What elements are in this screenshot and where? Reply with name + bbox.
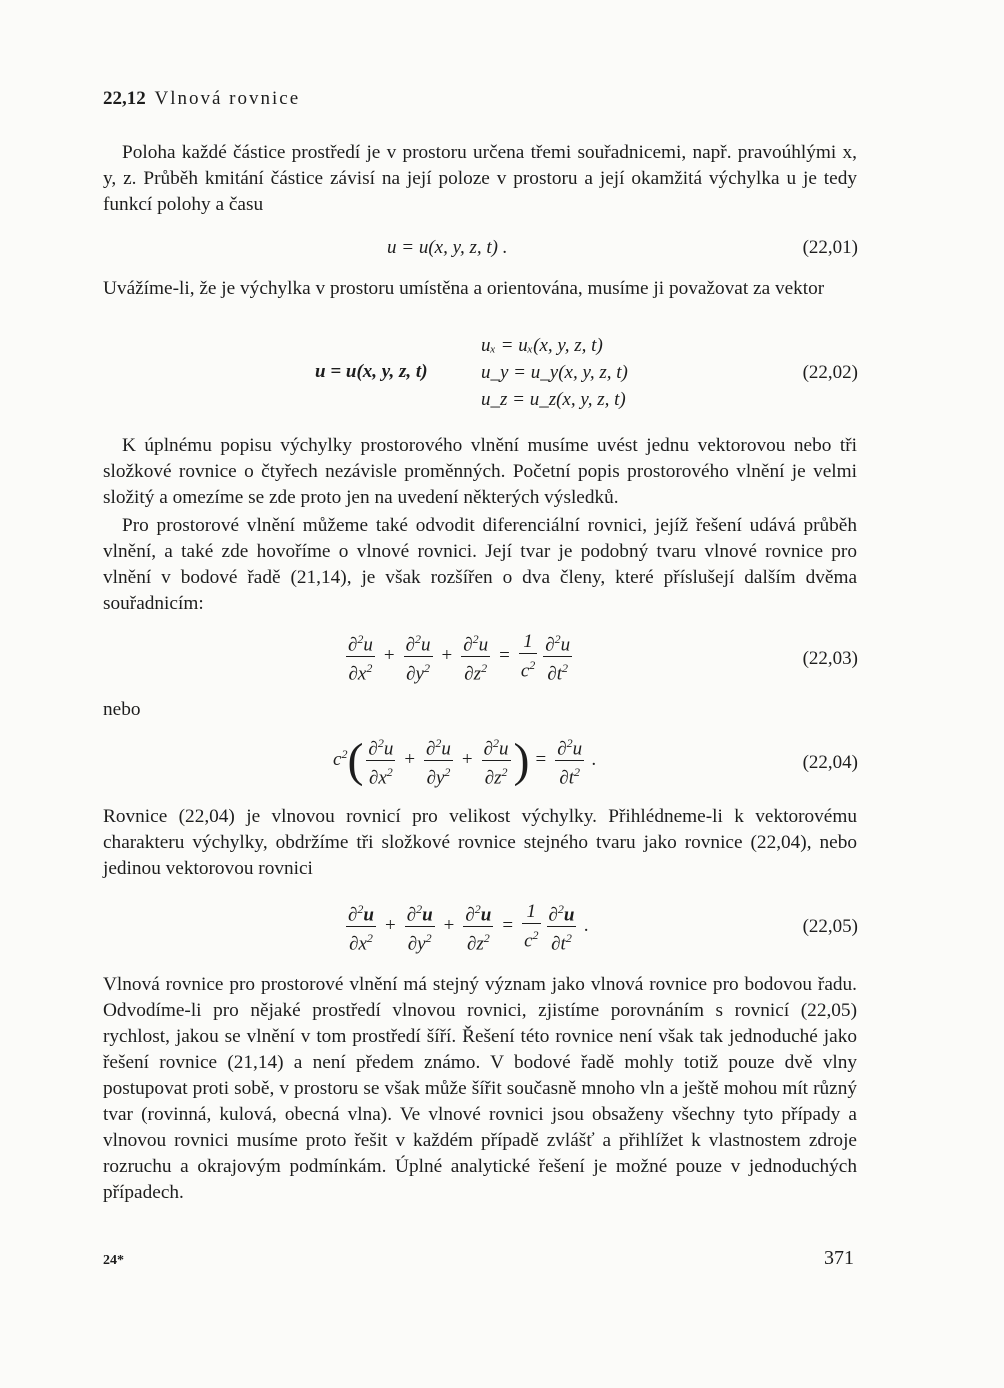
- vector-definition-lhs: u = u(x, y, z, t): [315, 361, 428, 382]
- equation-22-05: [103, 898, 858, 958]
- equation-22-01-body: u = u(x, y, z, t) .: [387, 237, 508, 258]
- equation-22-04: [103, 732, 858, 792]
- equation-number: (22,01): [802, 237, 858, 258]
- component-z: u_z = u_z(x, y, z, t): [481, 389, 626, 410]
- paragraph-6: Rovnice (22,04) je vlnovou rovnicí pro velikost výchylky. Přihlédneme-li k vektorovému charakteru výchylky, obdržíme tři složkové rovnice stejného tvaru jako rovnice (22,04), nebo jedinou vektorovou rovnici: [103, 806, 857, 879]
- paragraph-5: nebo: [103, 699, 141, 720]
- equation-22-02: [103, 335, 858, 415]
- section-heading: [103, 88, 300, 110]
- page-number: 371: [824, 1247, 854, 1269]
- equation-number: (22,03): [802, 648, 858, 669]
- section-title: Vlnová rovnice: [154, 88, 301, 109]
- paragraph-3: K úplnému popisu výchylky prostorového vlnění musíme uvést jednu vektorovou nebo tři složkové rovnice o čtyřech nezávisle proměnných. Početní popis prostorového vlnění je velmi složitý a omezíme se zde proto jen na uvedení některých výsledků.: [103, 435, 857, 508]
- equation-22-04-body: $c^2$( $\frac{\partial^2u}{\partial x^2}$ + $\frac{\partial^2u}{\partial y^2}$ + $\frac{\partial^2u}{\partial z^2}$ ) = $\frac{\partial^2u}{\partial t^2}$ .: [333, 733, 597, 789]
- paragraph-1: Poloha každé částice prostředí je v prostoru určena třemi souřadnicemi, např. pravoúhlými x, y, z. Průběh kmitání částice závisí na její poloze v prostoru a její okamžitá výchylka u je tedy funkcí polohy a času: [103, 142, 857, 215]
- equation-number: (22,05): [802, 916, 858, 937]
- equation-number: (22,04): [802, 752, 858, 773]
- equation-22-03-body: $\frac{\partial^2u}{\partial x^2}$ + $\frac{\partial^2u}{\partial y^2}$ + $\frac{\partial^2u}{\partial z^2}$ = $\frac{1}{c^2}$ $\frac{\partial^2u}{\partial t^2}$: [343, 628, 575, 686]
- paragraph-4: Pro prostorové vlnění můžeme také odvodit diferenciální rovnici, jejíž řešení udává průběh vlnění, a také zde hovoříme o vlnové rovnici. Její tvar je podobný tvaru vlnové rovnice pro vlnění v bodové řadě (21,14), je však rozšířen o dva členy, které příslušejí dalším dvěma souřadnicím:: [103, 515, 857, 614]
- section-number: 22,12: [103, 88, 146, 109]
- component-y: u_y = u_y(x, y, z, t): [481, 362, 628, 383]
- paragraph-7: Vlnová rovnice pro prostorové vlnění má stejný význam jako vlnová rovnice pro bodovou řadu. Odvodíme-li pro nějaké prostředí vlnovou rovnici, zjistíme porovnáním s rovnicí (22,05) rychlost, jakou se vlnění v tom prostředí šíří. Řešení této rovnice není však tak jednoduché jako řešení rovnice (21,14) a není předem známo. V bodové řadě mohly totiž pouze dvě vlny postupovat proti sobě, v prostoru se však může šířit současně mnoho vln a ještě mohou mít různý tvar (rovinná, kulová, obecná vlna). Ve vlnové rovnici jsou obsaženy všechny tyto případy a vlnovou rovnici musíme proto řešit v každém případě zvlášť a přihlížet k vlastnostem zdroje rozruchu a okrajovým podmínkám. Úplné analytické řešení je možné pouze v jednoduchých případech.: [103, 974, 857, 1203]
- equation-22-03: [103, 628, 858, 688]
- equation-22-05-body: $\frac{\partial^2u}{\partial x^2}$ + $\frac{\partial^2u}{\partial y^2}$ + $\frac{\partial^2u}{\partial z^2}$ = $\frac{1}{c^2}$ $\frac{\partial^2u}{\partial t^2}$ .: [343, 898, 589, 956]
- component-x: uₓ = uₓ(x, y, z, t): [481, 335, 603, 356]
- equation-number: (22,02): [802, 362, 858, 383]
- printer-signature: 24*: [103, 1253, 124, 1268]
- paragraph-2: Uvážíme-li, že je výchylka v prostoru umístěna a orientována, musíme ji považovat za vektor: [103, 278, 825, 299]
